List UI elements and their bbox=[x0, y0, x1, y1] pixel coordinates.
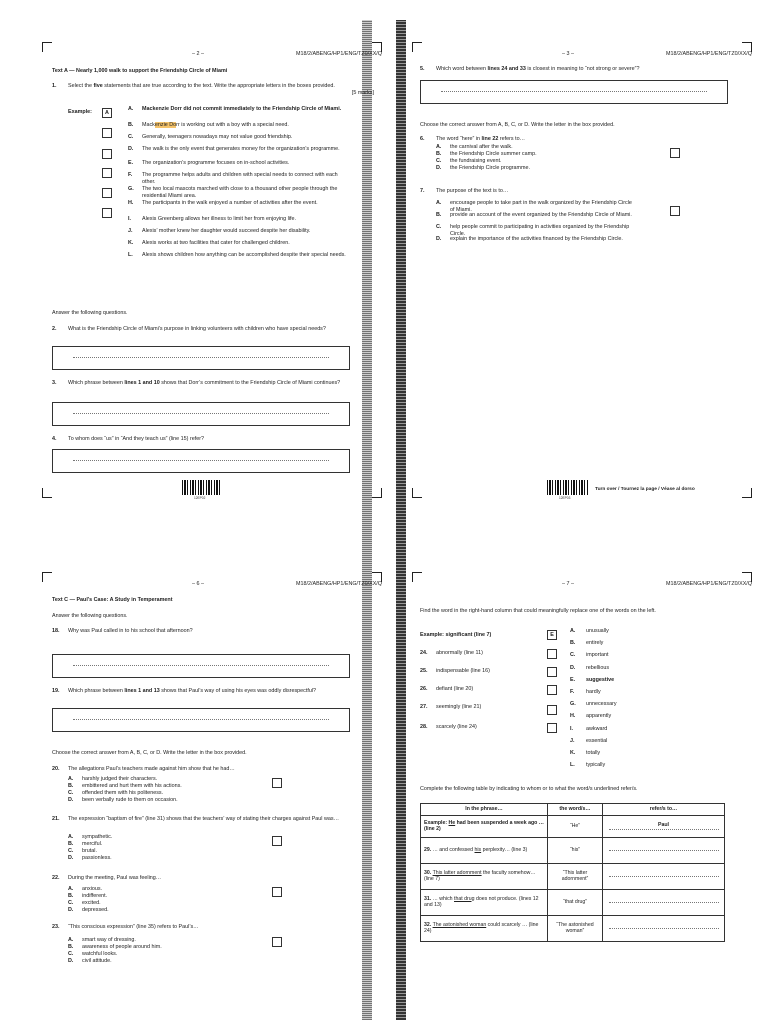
item-number: 27. bbox=[420, 704, 428, 710]
answer-text bbox=[609, 850, 719, 851]
option-text: passionless. bbox=[82, 855, 112, 861]
option-text: explain the importance of the activities financed by the Friendship Circle. bbox=[450, 236, 623, 242]
option-text: watchful looks. bbox=[82, 951, 118, 957]
option-letter: A. bbox=[436, 200, 442, 206]
text-title: Text C — Paul’s Case: A Study in Temperament bbox=[52, 597, 173, 603]
refers-to-field[interactable] bbox=[603, 837, 725, 863]
answer-text bbox=[609, 876, 719, 877]
row-number: 31. bbox=[424, 895, 432, 902]
option-letter: C. bbox=[68, 900, 74, 906]
page-number: – 3 – bbox=[562, 51, 574, 57]
item-number: 28. bbox=[420, 724, 428, 730]
option-letter: G. bbox=[128, 186, 134, 192]
refers-to-field[interactable] bbox=[603, 863, 725, 889]
marks: [5 marks] bbox=[351, 90, 374, 96]
option-text: encourage people to take part in the walk organized by the Friendship Circle of Miami. bbox=[450, 200, 632, 214]
option-text: the Friendship Circle programme. bbox=[450, 165, 530, 171]
option-text: awareness of people around him. bbox=[82, 944, 162, 950]
word-cell: “his” bbox=[548, 837, 603, 863]
word-text: unnecessary bbox=[586, 701, 617, 708]
option-letter: D. bbox=[128, 146, 134, 152]
option-letter: D. bbox=[436, 165, 442, 171]
page-number: – 2 – bbox=[192, 51, 204, 57]
item-text: scarcely (line 24) bbox=[436, 724, 477, 730]
word-text: hardly bbox=[586, 689, 601, 695]
option-letter: C. bbox=[436, 158, 442, 164]
highlight: enzie Do bbox=[154, 122, 177, 128]
example-answer-box: A bbox=[102, 108, 112, 118]
word-letter: K. bbox=[570, 750, 576, 756]
word-letter: A. bbox=[570, 628, 576, 634]
phrase-cell: 30. This latter adornment the faculty somehow… (line 7) bbox=[421, 863, 548, 889]
matching-answer-box[interactable] bbox=[547, 649, 557, 659]
option-letter: D. bbox=[68, 958, 74, 964]
option-letter: D. bbox=[68, 855, 74, 861]
word-letter: L. bbox=[570, 762, 575, 769]
page-number: – 6 – bbox=[192, 581, 204, 587]
option-text: The participants in the walk enjoyed a number of activities after the event. bbox=[142, 200, 318, 206]
table-row bbox=[421, 863, 725, 889]
option-text: anxious. bbox=[82, 886, 103, 892]
table-header: In the phrase… bbox=[421, 804, 548, 816]
option-text: depressed. bbox=[82, 907, 109, 913]
q5-answer-field[interactable] bbox=[420, 80, 728, 104]
option-text: Alexis shows children how anything can be accomplished despite their special needs. bbox=[142, 252, 346, 258]
option-letter: C. bbox=[68, 790, 74, 796]
table-row bbox=[421, 889, 725, 915]
word-text: apparently bbox=[586, 713, 612, 720]
item-number: 25. bbox=[420, 668, 428, 674]
phrase-cell: 29. … and confessed his perplexity… (line 3) bbox=[421, 837, 548, 863]
item-text: defiant (line 20) bbox=[436, 686, 474, 692]
option-letter: B. bbox=[436, 212, 442, 218]
exam-code: M18/2/ABENG/HP1/ENG/TZ0/XX/Q bbox=[666, 581, 752, 587]
answer-box[interactable] bbox=[102, 128, 112, 138]
exam-page-2: – 2 – M18/2/ABENG/HP1/ENG/TZ0/XX/Q Text A — Nearly 1,000 walk to support the Friendship Circle of Miami 1. Select the five statements that are true according to the text. Write the appropriate letters in the boxes provided. [5 marks] Example: A A. Mackenzie Dorr did not commit immediately to the Friendship Circle of Miami. B. Mackenzie Dorr is working out with a boy with a special need. C. Generally, teenagers nowadays may not value good friendship. D. The walk is the only event that generates money for the organization’s programme. E. The organization’s programme focuses on in-school activities. F. The programme helps adults and children with special needs to connect with each other. G. The two local mascots marched with close to a thousand other people through the residential Miami area. H. The participants in the walk enjoyed a number of activities after the event. I. Alexis Greenberg allows her illness to limit her from enjoying life. J. Alexis’ mother knew her daughter would succeed despite her disability. K. Alexis works at two facilities that cater for challenged children. L. Alexis shows children how anything can be accomplished despite their special needs. Answer the following questions. 2. What is the Friendship Circle of Miami’s purpose in linking volunteers with children who have special needs? 3. Which phrase between lines 1 and 10 shows that Dorr’s commitment to the Friendship Circle of Miami continues? 4. To whom does “us” in “And they teach us” (line 15) refer? 12EP02 bbox=[42, 36, 382, 506]
option-text: harshly judged their characters. bbox=[82, 776, 158, 782]
instruction: Answer the following questions. bbox=[52, 613, 128, 619]
option-text: smart way of dressing. bbox=[82, 937, 136, 943]
crop-mark bbox=[372, 488, 382, 498]
phrase-cell: Example: He had been suspended a week ago … (line 2) bbox=[421, 815, 548, 837]
row-number: 32. bbox=[424, 921, 432, 928]
option-text: merciful. bbox=[82, 841, 103, 847]
option-letter: B. bbox=[68, 893, 74, 899]
underlined-word: his bbox=[474, 846, 482, 853]
answer-box[interactable] bbox=[102, 208, 112, 218]
option-text: The two local mascots marched with close to a thousand other people through the residential Miami area. bbox=[142, 186, 338, 200]
item-number: 26. bbox=[420, 686, 428, 692]
option-letter: C. bbox=[436, 224, 442, 230]
option-text: Generally, teenagers nowadays may not value good friendship. bbox=[142, 134, 293, 140]
page-number: – 7 – bbox=[562, 581, 574, 587]
example-label: Example: bbox=[68, 109, 92, 115]
table-row bbox=[421, 915, 725, 941]
answer-box[interactable] bbox=[102, 188, 112, 198]
barcode bbox=[547, 480, 589, 495]
q19-answer-field[interactable] bbox=[52, 708, 350, 732]
option-text: the Friendship Circle summer camp. bbox=[450, 151, 537, 157]
answer-box[interactable] bbox=[102, 149, 112, 159]
item-text: seemingly (line 21) bbox=[436, 704, 482, 710]
option-letter: D. bbox=[68, 907, 74, 913]
word-letter: F. bbox=[570, 689, 575, 695]
example-label: Example: significant (line 7) bbox=[420, 632, 492, 638]
barcode-number: 12EP02 bbox=[194, 496, 206, 500]
underlined-word: that drug bbox=[454, 895, 475, 902]
option-letter: A. bbox=[68, 776, 74, 782]
exam-code: M18/2/ABENG/HP1/ENG/TZ0/XX/Q bbox=[296, 581, 382, 587]
option-text: offended them with his politeness. bbox=[82, 790, 164, 796]
option-text: Mackenzie Dorr did not commit immediately to the Friendship Circle of Miami. bbox=[142, 106, 342, 112]
table-row bbox=[421, 815, 725, 837]
word-text: essential bbox=[586, 737, 608, 744]
answer-text bbox=[609, 902, 719, 903]
word-letter: E. bbox=[570, 676, 576, 683]
option-letter: A. bbox=[128, 106, 134, 112]
word-cell: “that drug” bbox=[548, 889, 603, 915]
option-text: The walk is the only event that generates money for the organization’s programme. bbox=[142, 146, 340, 152]
option-text: The organization’s programme focuses on in-school activities. bbox=[142, 160, 290, 166]
crop-mark bbox=[412, 488, 422, 498]
option-text: provide an account of the event organized by the Friendship Circle of Miami. bbox=[450, 212, 632, 218]
option-letter: A. bbox=[68, 937, 74, 943]
word-letter: J. bbox=[570, 737, 575, 744]
turn-over-notice: Turn over / Tournez la page / Véase al dorso bbox=[595, 487, 695, 492]
crop-mark bbox=[742, 488, 752, 498]
option-letter: K. bbox=[128, 240, 134, 246]
option-text: Mackenzie Dorr is working out with a boy with a special need. bbox=[142, 122, 289, 128]
table-header: refer/s to… bbox=[603, 804, 725, 816]
word-cell: “He” bbox=[548, 815, 603, 837]
option-letter: B. bbox=[68, 944, 74, 950]
phrase-cell: 31. … which that drug does not produce. (lines 12 and 13) bbox=[421, 889, 548, 915]
option-letter: C. bbox=[68, 848, 74, 854]
row-number: 30. bbox=[424, 869, 432, 876]
option-letter: B. bbox=[436, 151, 442, 157]
option-letter: D. bbox=[68, 797, 74, 803]
item-number: 24. bbox=[420, 650, 428, 656]
word-letter: D. bbox=[570, 664, 576, 671]
instruction: Find the word in the right-hand column that could meaningfully replace one of the words on the left. bbox=[420, 608, 656, 614]
example-answer-box: E bbox=[547, 630, 557, 640]
option-text: embittered and hurt them with his actions. bbox=[82, 783, 182, 789]
q20-answer-box[interactable] bbox=[272, 778, 282, 788]
matching-answer-box[interactable] bbox=[547, 705, 557, 715]
option-letter: D. bbox=[436, 236, 442, 242]
option-text: The programme helps adults and children with special needs to connect with each other. bbox=[142, 172, 338, 186]
exam-code: M18/2/ABENG/HP1/ENG/TZ0/XX/Q bbox=[666, 51, 752, 57]
word-text: totally bbox=[586, 750, 601, 756]
option-text: the fundraising event. bbox=[450, 158, 502, 164]
answer-box[interactable] bbox=[102, 168, 112, 178]
matching-answer-box[interactable] bbox=[547, 685, 557, 695]
crop-mark bbox=[42, 488, 52, 498]
word-text: rebellious bbox=[586, 664, 610, 671]
underlined-word: The astonished woman bbox=[432, 921, 487, 928]
instruction: Answer the following questions. bbox=[52, 310, 128, 316]
option-letter: E. bbox=[128, 160, 134, 166]
option-letter: B. bbox=[68, 783, 74, 789]
text-title: Text A — Nearly 1,000 walk to support the Friendship Circle of Miami bbox=[52, 68, 228, 74]
word-cell: “The astonished woman” bbox=[548, 915, 603, 941]
option-letter: H. bbox=[128, 200, 134, 206]
phrase-cell: 32. The astonished woman could scarcely … (line 24) bbox=[421, 915, 548, 941]
option-text: brutal. bbox=[82, 848, 97, 854]
option-text: been verbally rude to them on occasion. bbox=[82, 797, 178, 803]
barcode-number: 12EP03 bbox=[559, 496, 571, 500]
word-text: unusually bbox=[586, 628, 609, 634]
q2-answer-field[interactable] bbox=[52, 346, 350, 370]
row-number: 29. bbox=[424, 846, 432, 853]
word-cell: “This latter adornment” bbox=[548, 863, 603, 889]
option-letter: A. bbox=[436, 144, 442, 150]
item-text: indispensable (line 16) bbox=[436, 668, 490, 674]
option-text: Alexis Greenberg allows her illness to limit her from enjoying life. bbox=[142, 216, 296, 222]
reference-table bbox=[420, 803, 725, 942]
word-letter: C. bbox=[570, 652, 576, 659]
word-letter: G. bbox=[570, 701, 576, 708]
q7-answer-box[interactable] bbox=[670, 206, 680, 216]
option-letter: B. bbox=[68, 841, 74, 847]
word-text: entirely bbox=[586, 640, 604, 647]
q23-answer-box[interactable] bbox=[272, 937, 282, 947]
instruction: Choose the correct answer from A, B, C, or D. Write the letter in the box provided. bbox=[420, 122, 615, 128]
exam-code: M18/2/ABENG/HP1/ENG/TZ0/XX/Q bbox=[296, 51, 382, 57]
matching-answer-box[interactable] bbox=[547, 667, 557, 677]
underlined-word: He bbox=[448, 819, 456, 826]
barcode bbox=[182, 480, 222, 495]
q3-answer-field[interactable] bbox=[52, 402, 350, 426]
word-letter: H. bbox=[570, 713, 576, 720]
word-letter: I. bbox=[570, 725, 573, 732]
table-header: the word/s… bbox=[548, 804, 603, 816]
option-letter: A. bbox=[68, 886, 74, 892]
refers-to-field[interactable] bbox=[603, 889, 725, 915]
item-text: abnormally (line 11) bbox=[436, 650, 483, 656]
refers-to-field[interactable] bbox=[603, 815, 725, 837]
exam-page-7 bbox=[412, 566, 752, 1036]
word-text: suggestive bbox=[586, 676, 615, 683]
option-text: indifferent. bbox=[82, 893, 108, 899]
option-letter: B. bbox=[128, 122, 134, 128]
option-letter: I. bbox=[128, 216, 131, 222]
option-text: Alexis works at two facilities that cater for challenged children. bbox=[142, 240, 290, 246]
table-instruction: Complete the following table by indicating to whom or to what the word/s underlined refer/s. bbox=[420, 786, 638, 792]
answer-text bbox=[609, 928, 719, 929]
underlined-word: This latter adornment bbox=[432, 869, 482, 876]
row-number: Example: bbox=[424, 819, 448, 826]
option-letter: L. bbox=[128, 252, 133, 258]
matching-answer-box[interactable] bbox=[547, 723, 557, 733]
q4-answer-field[interactable] bbox=[52, 449, 350, 473]
q22-answer-box[interactable] bbox=[272, 887, 282, 897]
word-letter: B. bbox=[570, 640, 576, 647]
option-text: sympathetic. bbox=[82, 834, 113, 840]
q21-answer-box[interactable] bbox=[272, 836, 282, 846]
option-letter: F. bbox=[128, 172, 133, 178]
exam-page-6: – 6 – M18/2/ABENG/HP1/ENG/TZ0/XX/Q Text C — Paul’s Case: A Study in Temperament Answer the following questions. 18. Why was Paul called in to his school that afternoon? 19. Which phrase between lines 1 and 13 shows that Paul’s way of using his eyes was oddly disrespectful? Choose the correct answer from A, B, C, or D. Write the letter in the box provided. 20. The allegations Paul’s teachers made against him show that he had… 21. The expression “baptism of fire” (line 31) shows that the teachers’ way of stating their charges against Paul was… 22. During the meeting, Paul was feeling… 23. “This conscious expression” (line 35) refers to Paul’s… A. harshly judged their characters. B. embittered and hurt them with his actions. C. offended them with his politeness. D. been verbally rude to them on occasion. A. sympathetic. B. merciful. C. brutal. D. passionless. A. anxious. B. indifferent. C. excited. D. depressed. A. smart way of dressing. B. awareness of people around him. C. watchful looks. D. civil attitude. bbox=[42, 566, 382, 1036]
option-letter: J. bbox=[128, 228, 133, 234]
instruction: Choose the correct answer from A, B, C, or D. Write the letter in the box provided. bbox=[52, 750, 247, 756]
exam-page-3: – 3 – M18/2/ABENG/HP1/ENG/TZ0/XX/Q 5. Which word between lines 24 and 33 is closest in meaning to “not strong or severe”? Choose the correct answer from A, B, C, or D. Write the letter in the box provided. 6. The word “here” in line 22 refers to… 7. The purpose of the text is to… 12EP03 Turn over / Tournez la page / Véase al dorso A. the carnival after the walk. B. the Friendship Circle summer camp. C. the fundraising event. D. the Friendship Circle programme. A. encourage people to take part in the walk organized by the Friendship Circle of Miami. B. provide an account of the event organized by the Friendship Circle of Miami. C. help people commit to participating in activities organized by the Friendship Circle. D. explain the importance of the activities financed by the Friendship Circle. bbox=[412, 36, 752, 506]
answer-text: Paul bbox=[609, 822, 719, 830]
option-text: the carnival after the walk. bbox=[450, 144, 513, 150]
option-text: civil attitude. bbox=[82, 958, 112, 964]
refers-to-field[interactable] bbox=[603, 915, 725, 941]
word-text: important bbox=[586, 652, 609, 659]
option-text: excited. bbox=[82, 900, 101, 906]
option-letter: A. bbox=[68, 834, 74, 840]
table-row bbox=[421, 837, 725, 863]
q6-answer-box[interactable] bbox=[670, 148, 680, 158]
scan-binding-right bbox=[396, 20, 406, 1020]
option-letter: C. bbox=[128, 134, 134, 140]
option-letter: C. bbox=[68, 951, 74, 957]
q18-answer-field[interactable] bbox=[52, 654, 350, 678]
word-text: awkward bbox=[586, 725, 608, 732]
option-text: help people commit to participating in activities organized by the Friendship Circle. bbox=[450, 224, 630, 238]
word-text: typically bbox=[586, 762, 606, 769]
option-text: Alexis’ mother knew her daughter would succeed despite her disability. bbox=[142, 228, 311, 234]
